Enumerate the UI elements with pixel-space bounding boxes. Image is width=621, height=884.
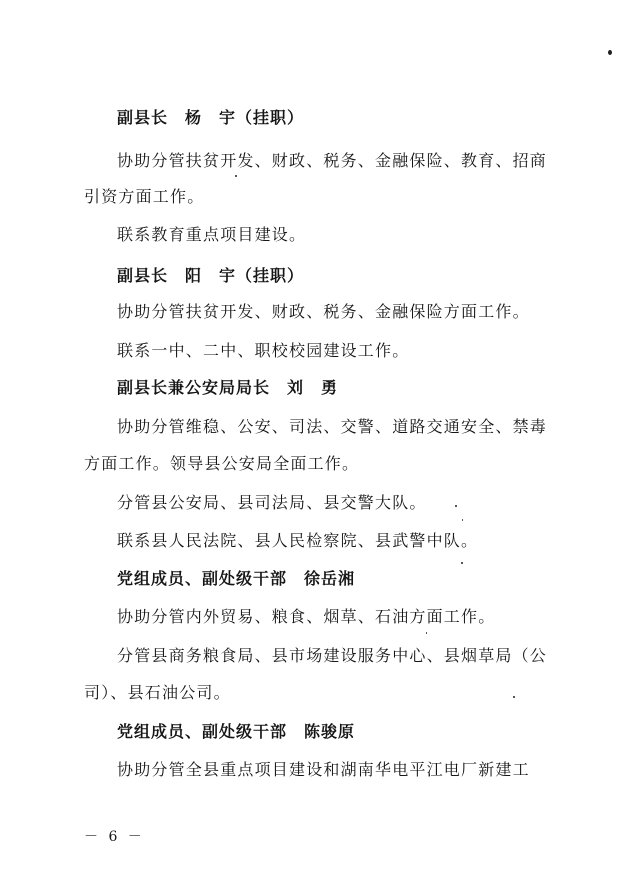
- official-heading: 副县长 阳 宇（挂职）: [117, 266, 305, 285]
- paragraph-line: 联系县人民法院、县人民检察院、县武警中队。: [117, 531, 479, 550]
- official-heading: 党组成员、副处级干部 陈骏原: [117, 722, 356, 741]
- paragraph-line: 联系教育重点项目建设。: [117, 225, 307, 244]
- paragraph-line: 协助分管全县重点项目建设和湖南华电平江电厂新建工: [117, 760, 530, 779]
- official-heading: 副县长兼公安局局长 刘 勇: [117, 378, 339, 397]
- scan-speck: [455, 505, 457, 507]
- paragraph-line: 联系一中、二中、职校校园建设工作。: [117, 341, 410, 360]
- paragraph-line: 方面工作。领导县公安局全面工作。: [84, 454, 360, 473]
- scan-speck: [461, 562, 463, 564]
- scan-speck: [235, 175, 237, 177]
- paragraph-line: 分管县商务粮食局、县市场建设服务中心、县烟草局（公: [117, 646, 548, 665]
- paragraph-line: 分管县公安局、县司法局、县交警大队。: [117, 493, 427, 512]
- paragraph-line: 引资方面工作。: [84, 187, 205, 206]
- paragraph-line: 协助分管维稳、公安、司法、交警、道路交通安全、禁毒: [117, 417, 548, 436]
- paragraph-line: 协助分管内外贸易、粮食、烟草、石油方面工作。: [117, 607, 496, 626]
- page-number: － 6 －: [84, 829, 145, 845]
- official-heading: 党组成员、副处级干部 徐岳湘: [117, 569, 356, 588]
- scan-speck: [513, 696, 515, 698]
- paragraph-line: 司）、县石油公司。: [84, 683, 231, 702]
- paragraph-line: 协助分管扶贫开发、财政、税务、金融保险方面工作。: [117, 302, 530, 321]
- paragraph-line: 协助分管扶贫开发、财政、税务、金融保险、教育、招商: [117, 151, 548, 170]
- scan-speck: [426, 632, 427, 634]
- scan-speck: [462, 519, 463, 521]
- official-heading: 副县长 杨 宇（挂职）: [117, 108, 305, 127]
- scan-speck: [608, 50, 612, 55]
